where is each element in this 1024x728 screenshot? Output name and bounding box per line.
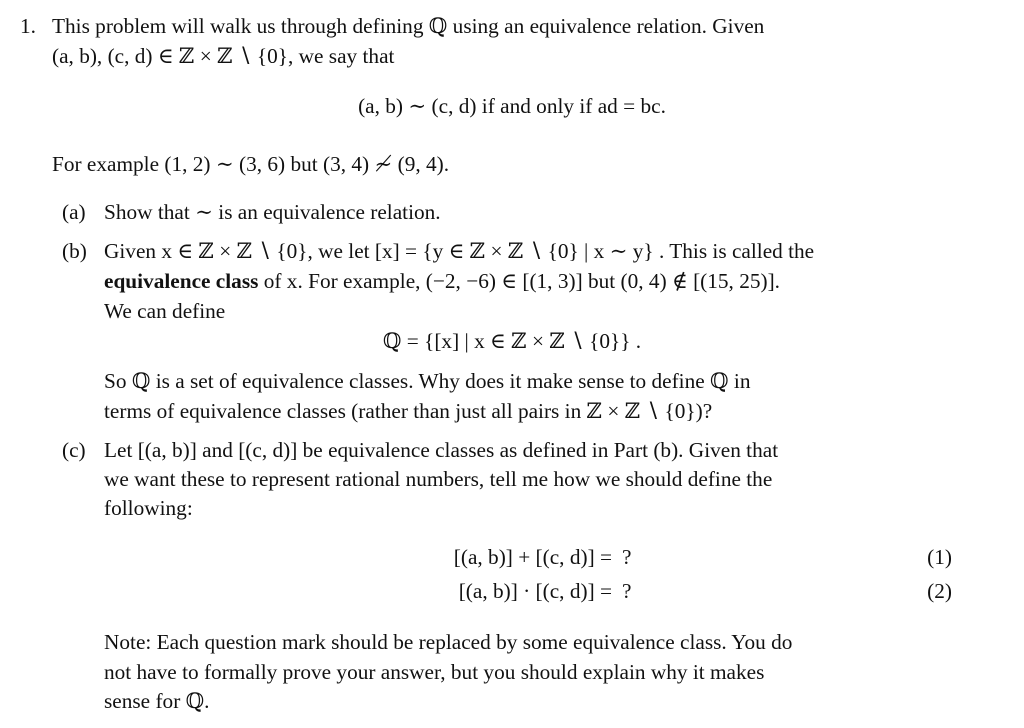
example-line: For example (1, 2) ∼ (3, 6) but (3, 4) ≁ (9, 4). [52, 152, 450, 176]
part-c-line-1: Let [(a, b)] and [(c, d)] be equivalence classes as defined in Part (b). Given that [104, 438, 779, 462]
equation-1-number: (1) [927, 545, 952, 569]
part-b-line-3: We can define [104, 299, 226, 323]
note-line-2: not have to formally prove your answer, but you should explain why it makes [104, 660, 765, 684]
equation-1-lhs: [(a, b)] + [(c, d)] = [453, 545, 612, 569]
part-b-line-4: So ℚ is a set of equivalence classes. Why does it make sense to define ℚ in [104, 369, 751, 393]
equation-1-rhs: ? [622, 545, 632, 569]
term-equivalence-class: equivalence class [104, 269, 259, 293]
problem-number: 1. [20, 14, 36, 38]
intro-line-1: This problem will walk us through defining ℚ using an equivalence relation. Given [52, 14, 765, 38]
part-b-line-2 [104, 271, 780, 292]
part-c-line-3: following: [104, 496, 193, 520]
note-line-3: sense for ℚ. [104, 689, 210, 713]
q-definition: ℚ = {[x] | x ∈ ℤ × ℤ ∖ {0}} . [382, 329, 642, 353]
part-a-label: (a) [62, 200, 86, 224]
note-line-1: Note: Each question mark should be replaced by some equivalence class. You do [104, 630, 793, 654]
equation-2-number: (2) [927, 579, 952, 603]
part-b-line-5: terms of equivalence classes (rather than just all pairs in ℤ × ℤ ∖ {0})? [104, 399, 713, 423]
relation-definition: (a, b) ∼ (c, d) if and only if ad = bc. [358, 94, 666, 118]
part-b-label: (b) [62, 239, 87, 263]
intro-line-2: (a, b), (c, d) ∈ ℤ × ℤ ∖ {0}, we say that [52, 44, 395, 68]
part-c-label: (c) [62, 438, 86, 462]
part-b-line-2-rest: of x. For example, (−2, −6) ∈ [(1, 3)] but (0, 4) ∉ [(15, 25)]. [263, 269, 781, 293]
equation-2-rhs: ? [622, 579, 632, 603]
equation-2-lhs: [(a, b)] · [(c, d)] = [458, 579, 612, 603]
part-a-text: Show that ∼ is an equivalence relation. [104, 200, 441, 224]
part-b-line-1: Given x ∈ ℤ × ℤ ∖ {0}, we let [x] = {y ∈ ℤ × ℤ ∖ {0} | x ∼ y} . This is called the [104, 239, 815, 263]
part-c-line-2: we want these to represent rational numbers, tell me how we should define the [104, 467, 773, 491]
